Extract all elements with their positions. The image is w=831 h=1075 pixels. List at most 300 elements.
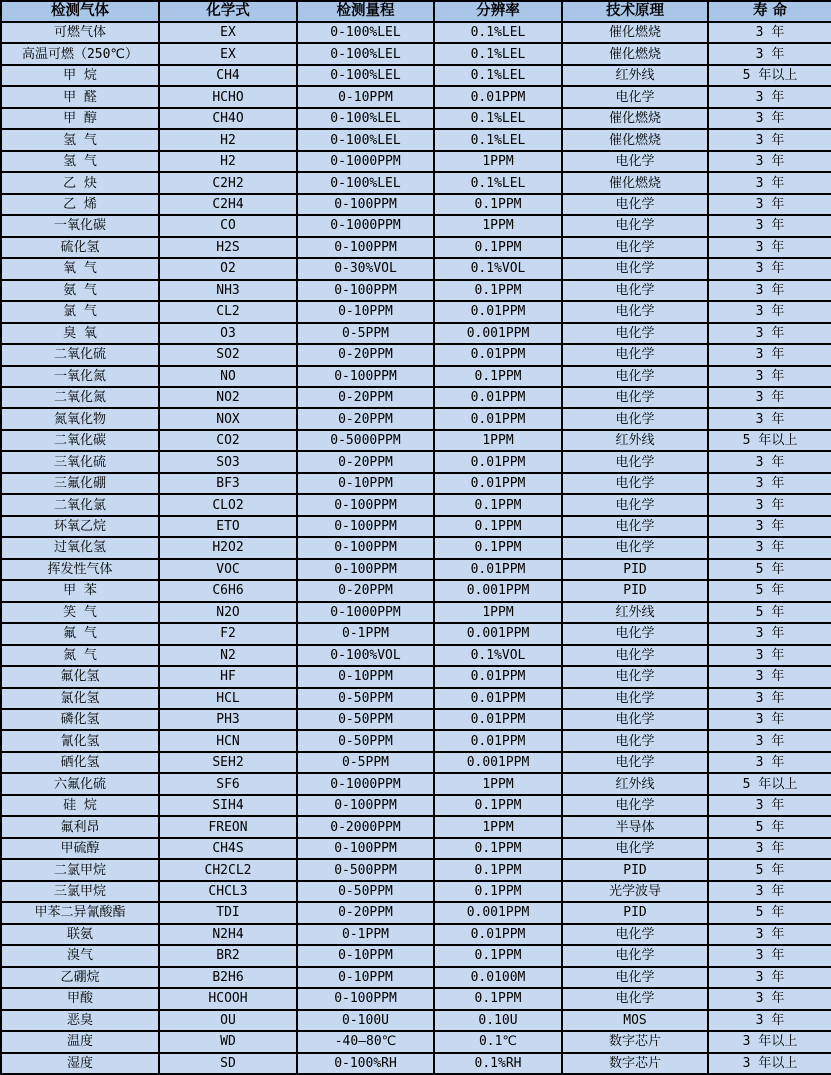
cell-principle: PID bbox=[562, 859, 708, 880]
cell-resolution: 0.1℃ bbox=[434, 1031, 562, 1052]
cell-range: 0-100PPM bbox=[297, 838, 434, 859]
cell-lifespan: 3 年以上 bbox=[708, 1031, 831, 1052]
cell-principle: 催化燃烧 bbox=[562, 22, 708, 43]
table-row bbox=[1, 795, 831, 816]
cell-resolution: 0.1%LEL bbox=[434, 129, 562, 150]
cell-formula: C2H2 bbox=[159, 172, 297, 193]
cell-lifespan: 3 年 bbox=[708, 408, 831, 429]
cell-range: 0-5PPM bbox=[297, 323, 434, 344]
table-row bbox=[1, 881, 831, 902]
cell-gas-name: 氧 气 bbox=[1, 258, 159, 279]
table-row bbox=[1, 151, 831, 172]
cell-principle: 数字芯片 bbox=[562, 1031, 708, 1052]
cell-range: 0-100%LEL bbox=[297, 43, 434, 64]
cell-formula: B2H6 bbox=[159, 967, 297, 988]
column-header-range: 检测量程 bbox=[297, 1, 434, 22]
cell-lifespan: 5 年 bbox=[708, 580, 831, 601]
cell-formula: EX bbox=[159, 43, 297, 64]
cell-range: 0-20PPM bbox=[297, 902, 434, 923]
cell-resolution: 1PPM bbox=[434, 215, 562, 236]
cell-formula: N2H4 bbox=[159, 924, 297, 945]
cell-formula: NOX bbox=[159, 408, 297, 429]
table-row bbox=[1, 1031, 831, 1052]
cell-resolution: 0.1PPM bbox=[434, 988, 562, 1009]
cell-lifespan: 5 年 bbox=[708, 559, 831, 580]
table-row bbox=[1, 688, 831, 709]
table-row bbox=[1, 22, 831, 43]
cell-resolution: 0.1%VOL bbox=[434, 258, 562, 279]
cell-principle: 电化学 bbox=[562, 473, 708, 494]
cell-gas-name: 硫化氢 bbox=[1, 237, 159, 258]
cell-lifespan: 5 年以上 bbox=[708, 65, 831, 86]
cell-formula: HCHO bbox=[159, 86, 297, 107]
cell-lifespan: 3 年 bbox=[708, 86, 831, 107]
cell-lifespan: 3 年 bbox=[708, 43, 831, 64]
cell-gas-name: 挥发性气体 bbox=[1, 559, 159, 580]
table-row bbox=[1, 1010, 831, 1031]
cell-formula: EX bbox=[159, 22, 297, 43]
table-row bbox=[1, 537, 831, 558]
cell-resolution: 1PPM bbox=[434, 151, 562, 172]
cell-resolution: 0.1%LEL bbox=[434, 65, 562, 86]
cell-resolution: 0.01PPM bbox=[434, 688, 562, 709]
table-row bbox=[1, 816, 831, 837]
cell-formula: CO2 bbox=[159, 430, 297, 451]
cell-gas-name: 六氟化硫 bbox=[1, 773, 159, 794]
cell-principle: 电化学 bbox=[562, 258, 708, 279]
cell-gas-name: 甲酸 bbox=[1, 988, 159, 1009]
cell-resolution: 0.1PPM bbox=[434, 881, 562, 902]
cell-principle: 电化学 bbox=[562, 194, 708, 215]
cell-resolution: 0.1PPM bbox=[434, 366, 562, 387]
cell-principle: 电化学 bbox=[562, 666, 708, 687]
cell-resolution: 0.1PPM bbox=[434, 945, 562, 966]
cell-formula: BF3 bbox=[159, 473, 297, 494]
cell-lifespan: 3 年 bbox=[708, 366, 831, 387]
cell-range: 0-100%LEL bbox=[297, 172, 434, 193]
cell-resolution: 0.001PPM bbox=[434, 323, 562, 344]
cell-formula: HCOOH bbox=[159, 988, 297, 1009]
cell-resolution: 0.0100M bbox=[434, 967, 562, 988]
cell-principle: PID bbox=[562, 559, 708, 580]
cell-formula: H2 bbox=[159, 151, 297, 172]
column-header-lifespan: 寿 命 bbox=[708, 1, 831, 22]
table-row bbox=[1, 215, 831, 236]
cell-formula: HCN bbox=[159, 730, 297, 751]
cell-gas-name: 乙硼烷 bbox=[1, 967, 159, 988]
cell-lifespan: 3 年 bbox=[708, 108, 831, 129]
cell-gas-name: 氮氧化物 bbox=[1, 408, 159, 429]
cell-principle: 电化学 bbox=[562, 151, 708, 172]
cell-range: 0-20PPM bbox=[297, 344, 434, 365]
cell-formula: BR2 bbox=[159, 945, 297, 966]
cell-range: 0-100PPM bbox=[297, 795, 434, 816]
cell-gas-name: 甲苯二异氰酸酯 bbox=[1, 902, 159, 923]
cell-formula: SF6 bbox=[159, 773, 297, 794]
cell-resolution: 0.1%LEL bbox=[434, 108, 562, 129]
cell-principle: 电化学 bbox=[562, 344, 708, 365]
cell-formula: NH3 bbox=[159, 280, 297, 301]
cell-formula: O2 bbox=[159, 258, 297, 279]
cell-principle: 电化学 bbox=[562, 945, 708, 966]
cell-formula: C6H6 bbox=[159, 580, 297, 601]
cell-resolution: 0.1PPM bbox=[434, 859, 562, 880]
cell-principle: 数字芯片 bbox=[562, 1053, 708, 1075]
cell-resolution: 0.1PPM bbox=[434, 280, 562, 301]
cell-principle: 红外线 bbox=[562, 602, 708, 623]
cell-resolution: 0.1PPM bbox=[434, 795, 562, 816]
column-header-resolution: 分辨率 bbox=[434, 1, 562, 22]
cell-principle: 半导体 bbox=[562, 816, 708, 837]
cell-resolution: 0.001PPM bbox=[434, 752, 562, 773]
cell-resolution: 0.01PPM bbox=[434, 709, 562, 730]
table-row bbox=[1, 172, 831, 193]
cell-principle: 电化学 bbox=[562, 516, 708, 537]
cell-range: 0-100U bbox=[297, 1010, 434, 1031]
cell-gas-name: 一氧化氮 bbox=[1, 366, 159, 387]
cell-range: 0-100PPM bbox=[297, 280, 434, 301]
cell-formula: CL2 bbox=[159, 301, 297, 322]
cell-formula: CHCL3 bbox=[159, 881, 297, 902]
cell-gas-name: 氟化氢 bbox=[1, 666, 159, 687]
cell-range: 0-100%LEL bbox=[297, 129, 434, 150]
table-row bbox=[1, 65, 831, 86]
cell-gas-name: 甲 醇 bbox=[1, 108, 159, 129]
cell-lifespan: 3 年 bbox=[708, 258, 831, 279]
cell-principle: 电化学 bbox=[562, 967, 708, 988]
header-row bbox=[1, 1, 831, 22]
cell-formula: N2O bbox=[159, 602, 297, 623]
cell-range: 0-100%RH bbox=[297, 1053, 434, 1075]
cell-lifespan: 5 年 bbox=[708, 816, 831, 837]
cell-formula: ETO bbox=[159, 516, 297, 537]
cell-formula: CLO2 bbox=[159, 494, 297, 515]
cell-resolution: 0.01PPM bbox=[434, 730, 562, 751]
cell-lifespan: 3 年 bbox=[708, 344, 831, 365]
cell-lifespan: 3 年 bbox=[708, 838, 831, 859]
cell-resolution: 0.1%RH bbox=[434, 1053, 562, 1075]
cell-gas-name: 一氧化碳 bbox=[1, 215, 159, 236]
cell-formula: N2 bbox=[159, 645, 297, 666]
cell-gas-name: 甲硫醇 bbox=[1, 838, 159, 859]
cell-lifespan: 3 年 bbox=[708, 537, 831, 558]
cell-principle: 催化燃烧 bbox=[562, 108, 708, 129]
cell-principle: 催化燃烧 bbox=[562, 43, 708, 64]
cell-gas-name: 乙 炔 bbox=[1, 172, 159, 193]
table-row bbox=[1, 730, 831, 751]
cell-gas-name: 磷化氢 bbox=[1, 709, 159, 730]
cell-gas-name: 三氧化硫 bbox=[1, 451, 159, 472]
cell-gas-name: 氢 气 bbox=[1, 129, 159, 150]
cell-formula: NO bbox=[159, 366, 297, 387]
cell-principle: 电化学 bbox=[562, 494, 708, 515]
cell-lifespan: 3 年 bbox=[708, 709, 831, 730]
cell-resolution: 0.01PPM bbox=[434, 86, 562, 107]
cell-resolution: 0.01PPM bbox=[434, 473, 562, 494]
cell-principle: 电化学 bbox=[562, 709, 708, 730]
cell-formula: VOC bbox=[159, 559, 297, 580]
cell-range: 0-10PPM bbox=[297, 967, 434, 988]
cell-lifespan: 3 年 bbox=[708, 795, 831, 816]
cell-resolution: 1PPM bbox=[434, 816, 562, 837]
cell-principle: 电化学 bbox=[562, 408, 708, 429]
cell-range: 0-1000PPM bbox=[297, 773, 434, 794]
cell-lifespan: 3 年 bbox=[708, 451, 831, 472]
table-row bbox=[1, 237, 831, 258]
cell-range: -40—80℃ bbox=[297, 1031, 434, 1052]
cell-principle: 催化燃烧 bbox=[562, 172, 708, 193]
cell-resolution: 1PPM bbox=[434, 430, 562, 451]
cell-range: 0-50PPM bbox=[297, 881, 434, 902]
cell-range: 0-10PPM bbox=[297, 473, 434, 494]
cell-principle: 电化学 bbox=[562, 323, 708, 344]
cell-principle: 电化学 bbox=[562, 838, 708, 859]
cell-principle: 电化学 bbox=[562, 537, 708, 558]
cell-resolution: 0.01PPM bbox=[434, 344, 562, 365]
cell-gas-name: 温度 bbox=[1, 1031, 159, 1052]
cell-lifespan: 3 年 bbox=[708, 172, 831, 193]
cell-range: 0-20PPM bbox=[297, 451, 434, 472]
cell-gas-name: 溴气 bbox=[1, 945, 159, 966]
cell-lifespan: 3 年 bbox=[708, 237, 831, 258]
cell-formula: CH2CL2 bbox=[159, 859, 297, 880]
table-row bbox=[1, 580, 831, 601]
table-row bbox=[1, 666, 831, 687]
cell-principle: 电化学 bbox=[562, 752, 708, 773]
cell-principle: 电化学 bbox=[562, 645, 708, 666]
cell-resolution: 0.01PPM bbox=[434, 301, 562, 322]
cell-range: 0-100PPM bbox=[297, 237, 434, 258]
cell-range: 0-100PPM bbox=[297, 559, 434, 580]
cell-gas-name: 可燃气体 bbox=[1, 22, 159, 43]
cell-principle: 电化学 bbox=[562, 301, 708, 322]
cell-formula: HF bbox=[159, 666, 297, 687]
cell-range: 0-10PPM bbox=[297, 945, 434, 966]
cell-lifespan: 3 年 bbox=[708, 151, 831, 172]
cell-formula: WD bbox=[159, 1031, 297, 1052]
cell-range: 0-1PPM bbox=[297, 623, 434, 644]
cell-gas-name: 硅 烷 bbox=[1, 795, 159, 816]
cell-gas-name: 硒化氢 bbox=[1, 752, 159, 773]
cell-lifespan: 5 年 bbox=[708, 859, 831, 880]
cell-range: 0-10PPM bbox=[297, 301, 434, 322]
table-row bbox=[1, 902, 831, 923]
cell-formula: H2S bbox=[159, 237, 297, 258]
cell-resolution: 0.01PPM bbox=[434, 924, 562, 945]
cell-range: 0-1PPM bbox=[297, 924, 434, 945]
cell-lifespan: 5 年以上 bbox=[708, 430, 831, 451]
cell-lifespan: 3 年 bbox=[708, 645, 831, 666]
cell-principle: 电化学 bbox=[562, 366, 708, 387]
table-row bbox=[1, 323, 831, 344]
cell-range: 0-100%LEL bbox=[297, 22, 434, 43]
cell-lifespan: 3 年 bbox=[708, 323, 831, 344]
cell-principle: 电化学 bbox=[562, 988, 708, 1009]
cell-gas-name: 三氟化硼 bbox=[1, 473, 159, 494]
cell-gas-name: 氰化氢 bbox=[1, 730, 159, 751]
cell-lifespan: 3 年 bbox=[708, 988, 831, 1009]
cell-range: 0-20PPM bbox=[297, 387, 434, 408]
table-row bbox=[1, 494, 831, 515]
cell-resolution: 0.1PPM bbox=[434, 194, 562, 215]
cell-range: 0-50PPM bbox=[297, 730, 434, 751]
cell-principle: 电化学 bbox=[562, 86, 708, 107]
table-row bbox=[1, 516, 831, 537]
cell-resolution: 0.1%LEL bbox=[434, 22, 562, 43]
table-row bbox=[1, 366, 831, 387]
cell-gas-name: 湿度 bbox=[1, 1053, 159, 1075]
cell-gas-name: 高温可燃（250℃） bbox=[1, 43, 159, 64]
cell-resolution: 0.1%LEL bbox=[434, 43, 562, 64]
table-row bbox=[1, 1053, 831, 1075]
cell-lifespan: 3 年 bbox=[708, 730, 831, 751]
cell-gas-name: 氯化氢 bbox=[1, 688, 159, 709]
cell-lifespan: 3 年 bbox=[708, 387, 831, 408]
cell-gas-name: 乙 烯 bbox=[1, 194, 159, 215]
table-row bbox=[1, 280, 831, 301]
cell-formula: SO2 bbox=[159, 344, 297, 365]
cell-lifespan: 3 年 bbox=[708, 1010, 831, 1031]
cell-resolution: 0.1%LEL bbox=[434, 172, 562, 193]
cell-range: 0-50PPM bbox=[297, 709, 434, 730]
cell-lifespan: 3 年 bbox=[708, 945, 831, 966]
cell-lifespan: 3 年 bbox=[708, 881, 831, 902]
table-row bbox=[1, 301, 831, 322]
cell-range: 0-100PPM bbox=[297, 494, 434, 515]
cell-resolution: 0.01PPM bbox=[434, 451, 562, 472]
cell-gas-name: 氮 气 bbox=[1, 645, 159, 666]
cell-lifespan: 3 年 bbox=[708, 688, 831, 709]
cell-lifespan: 3 年 bbox=[708, 215, 831, 236]
cell-gas-name: 臭 氧 bbox=[1, 323, 159, 344]
column-header-formula: 化学式 bbox=[159, 1, 297, 22]
cell-gas-name: 二氧化氮 bbox=[1, 387, 159, 408]
table-row bbox=[1, 859, 831, 880]
table-row bbox=[1, 988, 831, 1009]
table-row bbox=[1, 108, 831, 129]
cell-principle: 电化学 bbox=[562, 215, 708, 236]
cell-range: 0-5000PPM bbox=[297, 430, 434, 451]
table-row bbox=[1, 43, 831, 64]
cell-lifespan: 3 年 bbox=[708, 967, 831, 988]
cell-range: 0-500PPM bbox=[297, 859, 434, 880]
cell-formula: C2H4 bbox=[159, 194, 297, 215]
cell-formula: SEH2 bbox=[159, 752, 297, 773]
cell-formula: SIH4 bbox=[159, 795, 297, 816]
cell-range: 0-20PPM bbox=[297, 408, 434, 429]
cell-formula: H2 bbox=[159, 129, 297, 150]
cell-principle: 电化学 bbox=[562, 280, 708, 301]
table-row bbox=[1, 752, 831, 773]
cell-gas-name: 甲 烷 bbox=[1, 65, 159, 86]
cell-principle: 电化学 bbox=[562, 924, 708, 945]
table-row bbox=[1, 838, 831, 859]
cell-resolution: 0.01PPM bbox=[434, 559, 562, 580]
table-row bbox=[1, 709, 831, 730]
cell-formula: CO bbox=[159, 215, 297, 236]
table-row bbox=[1, 408, 831, 429]
cell-principle: 电化学 bbox=[562, 795, 708, 816]
cell-lifespan: 3 年 bbox=[708, 666, 831, 687]
cell-principle: 电化学 bbox=[562, 623, 708, 644]
cell-principle: 电化学 bbox=[562, 451, 708, 472]
cell-resolution: 0.01PPM bbox=[434, 387, 562, 408]
table-row bbox=[1, 344, 831, 365]
cell-range: 0-1000PPM bbox=[297, 151, 434, 172]
cell-range: 0-2000PPM bbox=[297, 816, 434, 837]
cell-gas-name: 氢 气 bbox=[1, 151, 159, 172]
cell-lifespan: 3 年 bbox=[708, 516, 831, 537]
cell-resolution: 0.01PPM bbox=[434, 408, 562, 429]
cell-formula: PH3 bbox=[159, 709, 297, 730]
cell-formula: TDI bbox=[159, 902, 297, 923]
cell-lifespan: 3 年 bbox=[708, 280, 831, 301]
cell-formula: H2O2 bbox=[159, 537, 297, 558]
cell-formula: SD bbox=[159, 1053, 297, 1075]
cell-lifespan: 3 年 bbox=[708, 494, 831, 515]
cell-principle: 红外线 bbox=[562, 430, 708, 451]
cell-gas-name: 氯 气 bbox=[1, 301, 159, 322]
cell-gas-name: 氟利昂 bbox=[1, 816, 159, 837]
table-row bbox=[1, 430, 831, 451]
table-row bbox=[1, 623, 831, 644]
cell-gas-name: 联氨 bbox=[1, 924, 159, 945]
cell-resolution: 0.01PPM bbox=[434, 666, 562, 687]
cell-gas-name: 二氧化硫 bbox=[1, 344, 159, 365]
cell-gas-name: 三氯甲烷 bbox=[1, 881, 159, 902]
cell-principle: 电化学 bbox=[562, 730, 708, 751]
cell-resolution: 0.1PPM bbox=[434, 494, 562, 515]
cell-resolution: 0.001PPM bbox=[434, 623, 562, 644]
cell-range: 0-100%VOL bbox=[297, 645, 434, 666]
cell-principle: 电化学 bbox=[562, 237, 708, 258]
cell-lifespan: 3 年 bbox=[708, 129, 831, 150]
cell-lifespan: 3 年以上 bbox=[708, 1053, 831, 1075]
cell-range: 0-10PPM bbox=[297, 86, 434, 107]
table-row bbox=[1, 129, 831, 150]
cell-range: 0-30%VOL bbox=[297, 258, 434, 279]
cell-range: 0-100PPM bbox=[297, 988, 434, 1009]
cell-principle: 光学波导 bbox=[562, 881, 708, 902]
cell-formula: OU bbox=[159, 1010, 297, 1031]
cell-formula: CH4 bbox=[159, 65, 297, 86]
cell-range: 0-1000PPM bbox=[297, 215, 434, 236]
cell-resolution: 1PPM bbox=[434, 773, 562, 794]
table-row bbox=[1, 602, 831, 623]
cell-gas-name: 过氧化氢 bbox=[1, 537, 159, 558]
cell-range: 0-100PPM bbox=[297, 366, 434, 387]
cell-gas-name: 甲 醛 bbox=[1, 86, 159, 107]
table-row bbox=[1, 559, 831, 580]
cell-range: 0-100%LEL bbox=[297, 108, 434, 129]
table-row bbox=[1, 194, 831, 215]
cell-lifespan: 3 年 bbox=[708, 22, 831, 43]
column-header-principle: 技术原理 bbox=[562, 1, 708, 22]
table-row bbox=[1, 451, 831, 472]
cell-lifespan: 5 年 bbox=[708, 902, 831, 923]
cell-formula: HCL bbox=[159, 688, 297, 709]
cell-formula: CH4S bbox=[159, 838, 297, 859]
cell-range: 0-5PPM bbox=[297, 752, 434, 773]
cell-gas-name: 笑 气 bbox=[1, 602, 159, 623]
table-row bbox=[1, 387, 831, 408]
cell-gas-name: 二氯甲烷 bbox=[1, 859, 159, 880]
cell-lifespan: 3 年 bbox=[708, 473, 831, 494]
cell-range: 0-10PPM bbox=[297, 666, 434, 687]
cell-gas-name: 环氧乙烷 bbox=[1, 516, 159, 537]
cell-gas-name: 甲 苯 bbox=[1, 580, 159, 601]
cell-range: 0-100%LEL bbox=[297, 65, 434, 86]
